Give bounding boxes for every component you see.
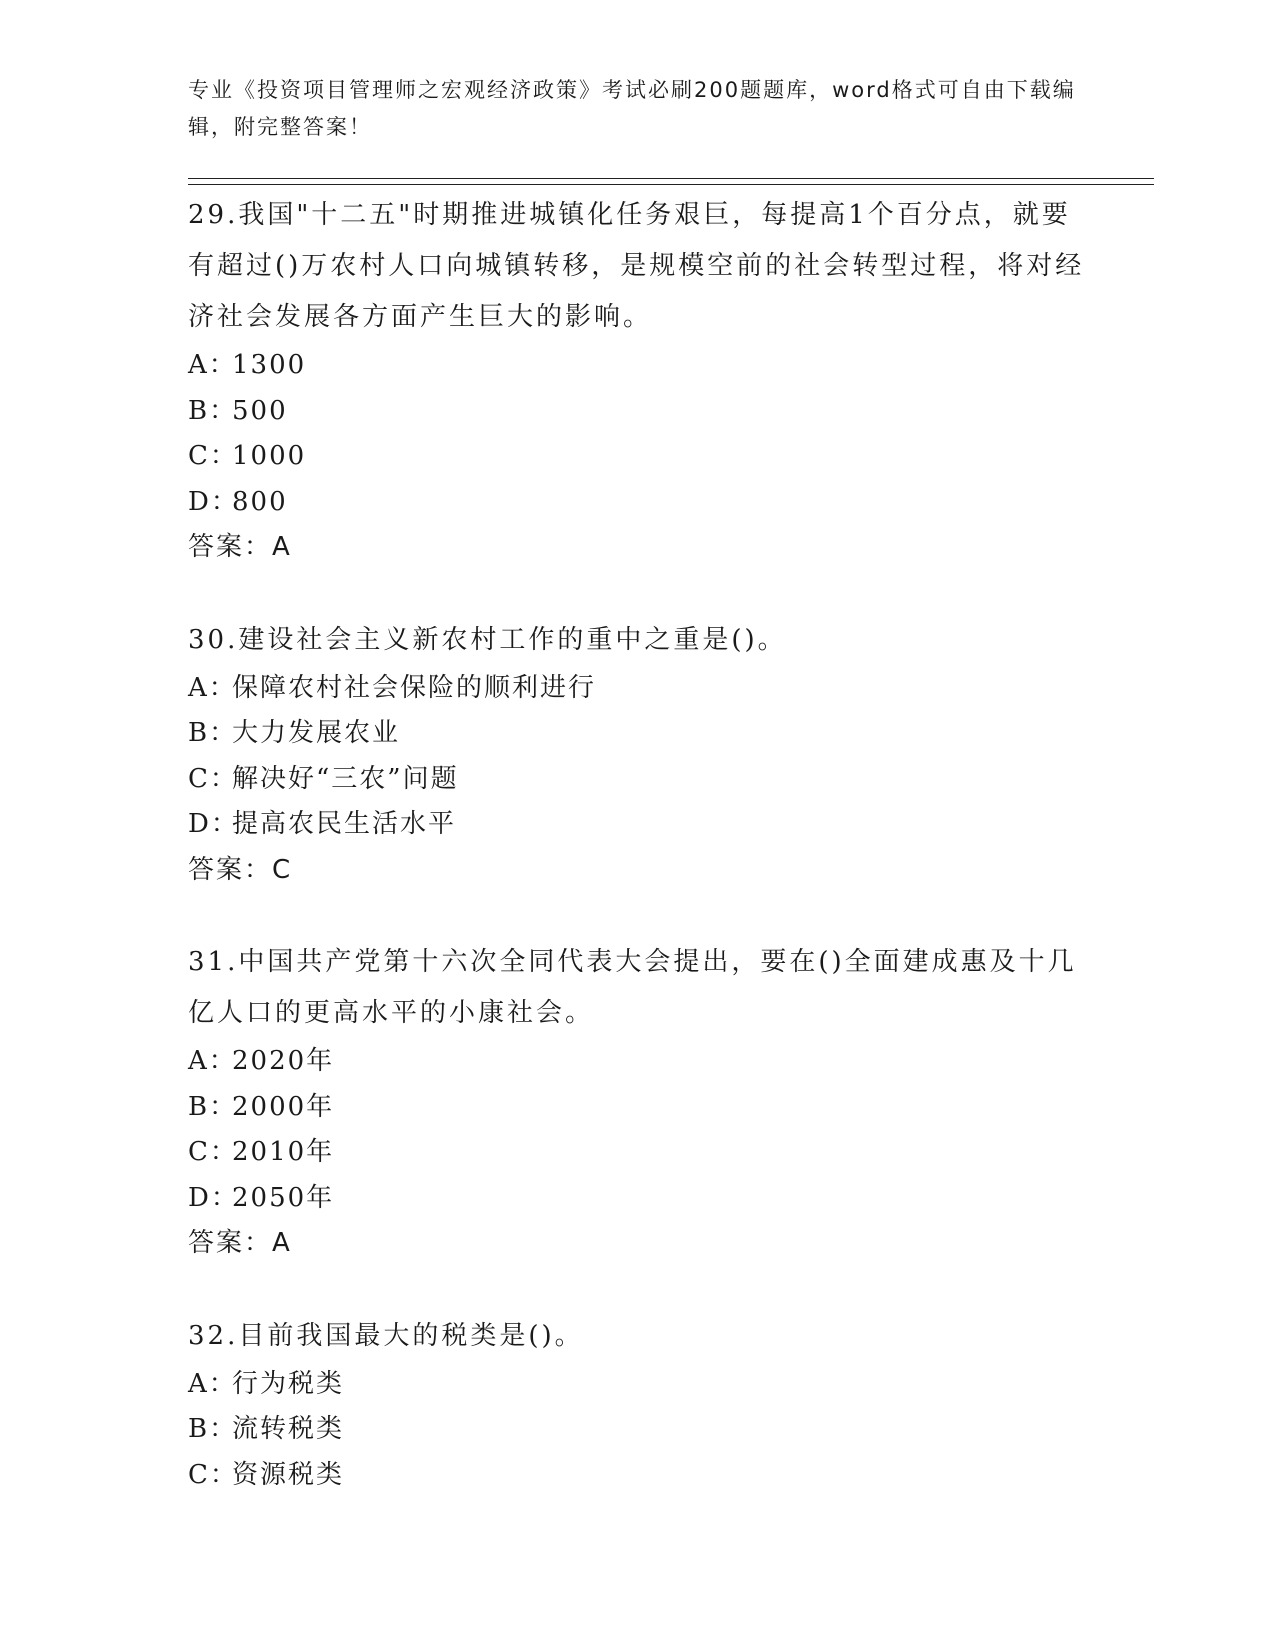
option-d bbox=[188, 480, 1088, 526]
option-d bbox=[188, 1176, 1088, 1222]
question-stem: 32.目前我国最大的税类是()。 bbox=[188, 1320, 584, 1351]
option-text: 行为税类 bbox=[232, 1368, 345, 1399]
option-text: 800 bbox=[232, 486, 288, 517]
option-key: A： bbox=[188, 1368, 237, 1399]
option-key: D： bbox=[188, 1182, 239, 1213]
option-a bbox=[188, 1362, 1088, 1408]
option-b bbox=[188, 1085, 1088, 1131]
option-a bbox=[188, 343, 1088, 389]
answer-line: 答案：A bbox=[188, 1228, 292, 1258]
option-text: 1300 bbox=[232, 350, 307, 380]
option-text: 2000年 bbox=[232, 1091, 335, 1122]
option-key: C： bbox=[188, 1459, 238, 1490]
option-text: 大力发展农业 bbox=[232, 718, 401, 748]
option-text: 流转税类 bbox=[232, 1414, 345, 1444]
option-text: 1000 bbox=[232, 441, 307, 471]
option-b bbox=[188, 389, 1088, 435]
option-text: 解决好“三农”问题 bbox=[232, 763, 459, 794]
question-32 bbox=[188, 1311, 1088, 1499]
header-rule-top bbox=[188, 178, 1154, 179]
option-text: 2020年 bbox=[232, 1046, 335, 1076]
option-key: B： bbox=[188, 1414, 238, 1444]
question-stem: 30.建设社会主义新农村工作的重中之重是()。 bbox=[188, 624, 787, 655]
question-30 bbox=[188, 615, 1088, 894]
option-c bbox=[188, 757, 1088, 803]
answer-line: 答案：C bbox=[188, 854, 293, 885]
question-31 bbox=[188, 937, 1088, 1267]
option-c bbox=[188, 434, 1088, 480]
option-key: B： bbox=[188, 395, 238, 426]
option-key: B： bbox=[188, 718, 238, 748]
option-c bbox=[188, 1453, 1088, 1499]
header-rule-bottom bbox=[188, 184, 1154, 185]
option-key: C： bbox=[188, 763, 238, 794]
option-a bbox=[188, 1039, 1088, 1085]
option-text: 2050年 bbox=[232, 1182, 335, 1213]
option-c bbox=[188, 1130, 1088, 1176]
question-stem: 29.我国"十二五"时期推进城镇化任务艰巨，每提高1个百分点，就要有超过()万农村人口向城镇转移，是规模空前的社会转型过程，将对经济社会发展各方面产生巨大的影响。 bbox=[188, 200, 1085, 332]
option-key: A： bbox=[188, 672, 237, 703]
answer-line: 答案：A bbox=[188, 532, 292, 562]
option-text: 提高农民生活水平 bbox=[232, 809, 457, 839]
option-key: D： bbox=[188, 809, 239, 839]
question-29 bbox=[188, 190, 1088, 571]
option-key: B： bbox=[188, 1091, 238, 1122]
option-key: C： bbox=[188, 1137, 238, 1167]
option-text: 资源税类 bbox=[232, 1459, 345, 1490]
option-key: A： bbox=[188, 350, 237, 380]
option-b bbox=[188, 711, 1088, 757]
question-list bbox=[188, 190, 1088, 1542]
question-stem: 31.中国共产党第十六次全同代表大会提出，要在()全面建成惠及十几亿人口的更高水平的小康社会。 bbox=[188, 947, 1077, 1028]
option-key: D： bbox=[188, 486, 239, 517]
option-text: 500 bbox=[232, 395, 288, 426]
option-d bbox=[188, 802, 1088, 848]
option-b bbox=[188, 1407, 1088, 1453]
option-key: C： bbox=[188, 441, 238, 471]
option-key: A： bbox=[188, 1046, 237, 1076]
document-header: 专业《投资项目管理师之宏观经济政策》考试必刷200题题库，word格式可自由下载编辑，附完整答案！ bbox=[188, 78, 1076, 139]
option-text: 保障农村社会保险的顺利进行 bbox=[232, 672, 597, 703]
option-text: 2010年 bbox=[232, 1137, 335, 1167]
option-a bbox=[188, 666, 1088, 712]
